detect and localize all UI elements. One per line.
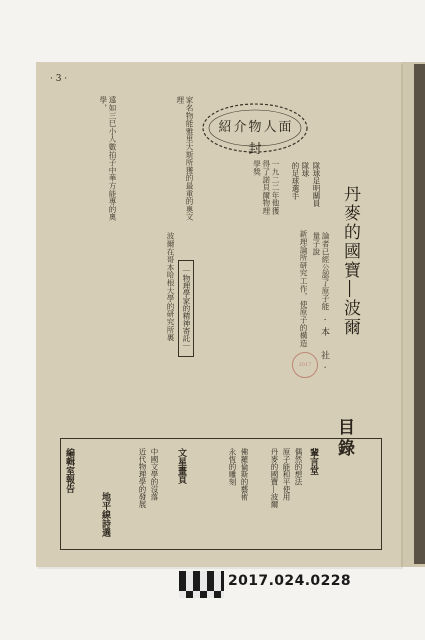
body-text-column: 一九二二年他獲得了諾貝爾物理學獎 [252, 160, 280, 215]
toc-title: 目錄 [334, 418, 354, 460]
cover-feature-title: 紹介物人面封 [218, 120, 294, 157]
body-text-column: 波爾在哥本哈根大學的研究所裏 [166, 232, 175, 342]
toc-entry: 丹麥的國寶―波爾 [270, 448, 279, 508]
toc-entry: 原子能和平使用 [282, 448, 291, 501]
photo-caption: 隊球足明關員隊球 [301, 162, 321, 207]
article-author: ·本 社· [319, 318, 329, 375]
body-text-column: 論者已經公認了原子能量子說 [312, 232, 330, 310]
photo-caption-secondary: 的足球選手 [291, 162, 300, 200]
toc-entry: 偶然的想法 [294, 448, 303, 486]
catalog-number: 2017.024.0228 [228, 573, 351, 589]
page-number: · 3 · [50, 74, 68, 84]
article-headline: 丹麥的國寶―波爾 [340, 185, 360, 337]
body-text-column: 家名物能雅里大斯所獲的最重的奧文理 [175, 96, 194, 221]
toc-section-heading: 文星畫頁 [176, 448, 186, 484]
toc-section-heading: 編輯室報告 [64, 448, 74, 493]
red-seal-stamp: 2017 [292, 352, 318, 378]
toc-section-heading: 輩言堂 [308, 448, 318, 475]
body-text-column: 新理論所研究工作，使原子的構造 [299, 230, 308, 347]
toc-entry: 中國文學的沒落 [150, 448, 159, 501]
body-text-column: 遠如三巳小人數拍子中華方能專的奧學， [98, 96, 117, 221]
toc-entry: 近代物理學的發展 [138, 448, 147, 508]
toc-entry: 永恆的雕刻 [228, 448, 237, 486]
toc-section-heading: 地平線詩選 [100, 492, 110, 537]
scale-ruler-lower [179, 591, 224, 598]
toc-entry: 佛羅倫斯的藝術 [240, 448, 249, 501]
inset-heading: ｜物理學家的精神寄託｜ [178, 260, 194, 357]
scale-ruler [179, 571, 224, 591]
